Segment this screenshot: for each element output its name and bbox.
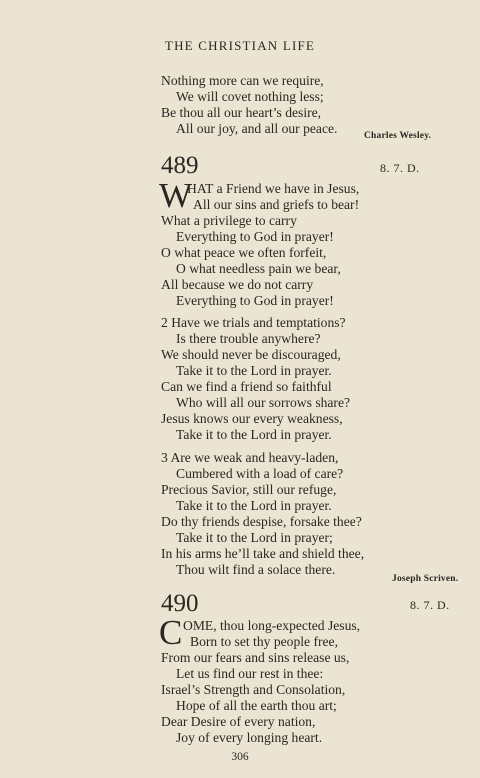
verse-line: OME, thou long-expected Jesus,	[183, 618, 361, 633]
verse-line: Jesus knows our every weakness,	[161, 411, 343, 426]
hymn-number: 490	[161, 590, 199, 617]
verse-line: 2 Have we trials and temptations?	[161, 315, 346, 330]
verse-line: Let us find our rest in thee:	[176, 666, 324, 681]
verse-line: Do thy friends despise, forsake thee?	[161, 514, 362, 529]
running-header: THE CHRISTIAN LIFE	[164, 38, 316, 53]
drop-cap: C	[159, 613, 183, 652]
verse-line: We will covet nothing less;	[176, 89, 324, 104]
verse-line: Precious Savior, still our refuge,	[161, 482, 337, 497]
verse-line: Who will all our sorrows share?	[176, 395, 351, 410]
verse-line: Joy of every longing heart.	[176, 730, 323, 745]
verse-line: All our joy, and all our peace.	[176, 121, 338, 136]
verse-line: Hope of all the earth thou art;	[176, 698, 337, 713]
verse-line: Cumbered with a load of care?	[176, 466, 344, 481]
verse-line: Born to set thy people free,	[190, 634, 338, 649]
verse-line: From our fears and sins release us,	[161, 650, 350, 665]
hymn-author: Joseph Scriven.	[392, 574, 459, 584]
page-number: 306	[231, 751, 249, 763]
verse-line: O what needless pain we bear,	[176, 261, 341, 276]
verse-line: Nothing more can we require,	[161, 73, 324, 88]
verse-line: HAT a Friend we have in Jesus,	[187, 181, 360, 196]
verse-line: Take it to the Lord in prayer;	[176, 530, 333, 545]
verse-line: Take it to the Lord in prayer.	[176, 498, 332, 513]
verse-line: Dear Desire of every nation,	[161, 714, 316, 729]
verse-line: All because we do not carry	[161, 277, 314, 292]
hymn-meter: 8. 7. D.	[380, 161, 420, 175]
verse-line: In his arms he’ll take and shield thee,	[161, 546, 365, 561]
verse-line: Is there trouble anywhere?	[176, 331, 321, 346]
verse-line: Thou wilt find a solace there.	[176, 562, 336, 577]
drop-cap: W	[159, 176, 193, 215]
verse-line: Everything to God in prayer!	[176, 293, 334, 308]
hymn-author: Charles Wesley.	[364, 131, 432, 141]
verse-line: Be thou all our heart’s desire,	[161, 105, 322, 120]
verse-line: Take it to the Lord in prayer.	[176, 363, 332, 378]
verse-line: Everything to God in prayer!	[176, 229, 334, 244]
hymn-number: 489	[161, 152, 199, 179]
verse-line: O what peace we often forfeit,	[161, 245, 327, 260]
verse-line: Take it to the Lord in prayer.	[176, 427, 332, 442]
verse-line: We should never be discouraged,	[161, 347, 341, 362]
verse-line: What a privilege to carry	[161, 213, 297, 228]
hymn-meter: 8. 7. D.	[410, 598, 450, 612]
verse-line: Israel’s Strength and Consolation,	[161, 682, 346, 697]
verse-line: Can we find a friend so faithful	[161, 379, 332, 394]
verse-line: All our sins and griefs to bear!	[193, 197, 360, 212]
verse-line: 3 Are we weak and heavy-laden,	[161, 450, 339, 465]
